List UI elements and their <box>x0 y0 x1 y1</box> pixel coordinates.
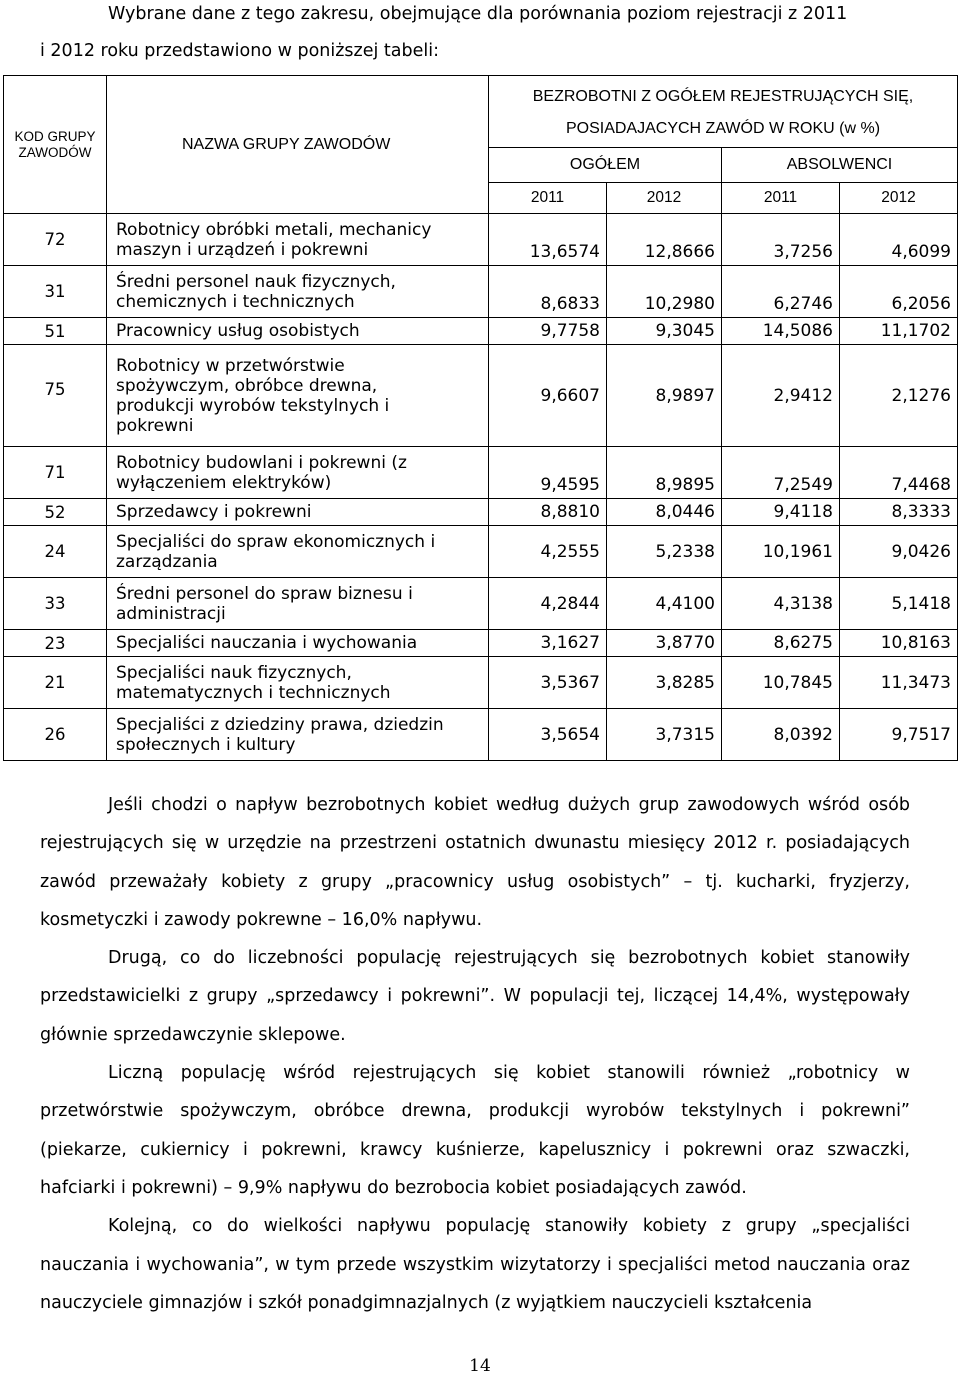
row-name: Specjaliści nauczania i wychowania <box>107 630 489 657</box>
row-value: 5,2338 <box>607 526 722 578</box>
row-name: Średni personel do spraw biznesu i administracji <box>107 578 489 630</box>
row-value: 11,3473 <box>840 657 958 709</box>
row-code: 26 <box>4 709 107 761</box>
header-year: 2012 <box>840 183 958 214</box>
row-name: Pracownicy usług osobistych <box>107 318 489 345</box>
row-name: Robotnicy obróbki metali, mechanicy maszyn i urządzeń i pokrewni <box>107 214 489 266</box>
header-year: 2011 <box>489 183 607 214</box>
row-code: 24 <box>4 526 107 578</box>
row-value: 3,8770 <box>607 630 722 657</box>
row-value: 3,5654 <box>489 709 607 761</box>
row-value: 8,6275 <box>722 630 840 657</box>
row-code: 52 <box>4 499 107 526</box>
table-row <box>4 526 958 578</box>
header-code <box>4 76 107 214</box>
paragraph: Liczną populację wśród rejestrujących się kobiet stanowili również „robotnicy w przetwórstwie spożywczym, obróbce drewna, produkcji wyrobów tekstylnych i pokrewni” (piekarze, cukiernicy i pokrewni, krawcy kuśnierze, kapelusznicy i pokrewni oraz szwaczki, hafciarki i pokrewni) – 9,9% napływu do bezrobocia kobiet posiadających zawód. <box>40 1063 910 1198</box>
header-graduates: ABSOLWENCI <box>722 148 958 183</box>
table-row <box>4 447 958 499</box>
row-value: 9,0426 <box>840 526 958 578</box>
row-name: Średni personel nauk fizycznych, chemicznych i technicznych <box>107 266 489 318</box>
header-total: OGÓŁEM <box>489 148 722 183</box>
row-value: 11,1702 <box>840 318 958 345</box>
table-row <box>4 345 958 447</box>
row-value: 14,5086 <box>722 318 840 345</box>
table-row <box>4 709 958 761</box>
row-name: Robotnicy w przetwórstwie spożywczym, obróbce drewna, produkcji wyrobów tekstylnych i pokrewni <box>107 345 489 447</box>
header-group-line-1: BEZROBOTNI Z OGÓŁEM REJESTRUJĄCYCH SIĘ, <box>532 87 914 105</box>
header-year: 2012 <box>607 183 722 214</box>
table-row <box>4 214 958 266</box>
row-code: 75 <box>4 345 107 447</box>
row-code: 33 <box>4 578 107 630</box>
row-value: 4,2555 <box>489 526 607 578</box>
row-name: Sprzedawcy i pokrewni <box>107 499 489 526</box>
row-value: 13,6574 <box>489 214 607 266</box>
row-value: 3,7315 <box>607 709 722 761</box>
row-value: 10,1961 <box>722 526 840 578</box>
table-row <box>4 630 958 657</box>
row-value: 10,2980 <box>607 266 722 318</box>
row-value: 4,3138 <box>722 578 840 630</box>
row-value: 6,2746 <box>722 266 840 318</box>
table-row <box>4 318 958 345</box>
row-value: 10,7845 <box>722 657 840 709</box>
row-name: Specjaliści do spraw ekonomicznych i zarządzania <box>107 526 489 578</box>
row-value: 8,9895 <box>607 447 722 499</box>
row-value: 9,7517 <box>840 709 958 761</box>
row-value: 3,8285 <box>607 657 722 709</box>
header-name <box>107 76 489 214</box>
row-name: Robotnicy budowlani i pokrewni (z wyłączeniem elektryków) <box>107 447 489 499</box>
row-code: 23 <box>4 630 107 657</box>
row-value: 8,0392 <box>722 709 840 761</box>
row-value: 4,6099 <box>840 214 958 266</box>
row-value: 7,2549 <box>722 447 840 499</box>
row-value: 7,4468 <box>840 447 958 499</box>
row-value: 3,5367 <box>489 657 607 709</box>
row-value: 4,4100 <box>607 578 722 630</box>
row-value: 8,6833 <box>489 266 607 318</box>
row-code: 21 <box>4 657 107 709</box>
paragraph: Drugą, co do liczebności populację rejestrujących się bezrobotnych kobiet stanowiły przedstawicielki z grupy „sprzedawcy i pokrewni”. W populacji tej, liczącej 14,4%, występowały głównie sprzedawczynie sklepowe. <box>40 948 910 1045</box>
row-value: 9,3045 <box>607 318 722 345</box>
row-value: 3,7256 <box>722 214 840 266</box>
row-name: Specjaliści z dziedziny prawa, dziedzin społecznych i kultury <box>107 709 489 761</box>
table-row <box>4 266 958 318</box>
table-row <box>4 657 958 709</box>
intro-line-2: i 2012 roku przedstawiono w poniższej tabeli: <box>40 41 440 61</box>
header-year: 2011 <box>722 183 840 214</box>
row-value: 4,2844 <box>489 578 607 630</box>
row-code: 31 <box>4 266 107 318</box>
row-value: 10,8163 <box>840 630 958 657</box>
row-value: 9,7758 <box>489 318 607 345</box>
header-group-line-2: POSIADAJACYCH ZAWÓD W ROKU (w %) <box>565 119 881 137</box>
row-value: 5,1418 <box>840 578 958 630</box>
row-value: 9,4595 <box>489 447 607 499</box>
row-code: 71 <box>4 447 107 499</box>
row-value: 2,1276 <box>840 345 958 447</box>
row-code: 51 <box>4 318 107 345</box>
unemployment-table <box>3 75 958 761</box>
header-code-label: KOD GRUPY ZAWODÓW <box>14 128 96 160</box>
row-value: 3,1627 <box>489 630 607 657</box>
row-value: 12,8666 <box>607 214 722 266</box>
paragraph: Kolejną, co do wielkości napływu populację stanowiły kobiety z grupy „specjaliści nauczania i wychowania”, w tym przede wszystkim wizytatorzy i specjaliści metod nauczania oraz nauczyciele gimnazjów i szkół ponadgimnazjalnych (z wyjątkiem nauczycieli kształcenia <box>40 1216 910 1313</box>
row-value: 8,0446 <box>607 499 722 526</box>
row-value: 8,3333 <box>840 499 958 526</box>
page-number: 14 <box>469 1356 491 1376</box>
body-text <box>40 786 910 1322</box>
header-group <box>489 76 958 148</box>
row-name: Specjaliści nauk fizycznych, matematycznych i technicznych <box>107 657 489 709</box>
row-value: 2,9412 <box>722 345 840 447</box>
row-value: 8,9897 <box>607 345 722 447</box>
row-value: 9,6607 <box>489 345 607 447</box>
header-name-label: NAZWA GRUPY ZAWODÓW <box>182 135 391 153</box>
row-value: 8,8810 <box>489 499 607 526</box>
row-code: 72 <box>4 214 107 266</box>
row-value: 6,2056 <box>840 266 958 318</box>
intro-line-1: Wybrane dane z tego zakresu, obejmujące dla porównania poziom rejestracji z 2011 <box>108 4 848 24</box>
row-value: 9,4118 <box>722 499 840 526</box>
table-row <box>4 578 958 630</box>
table-row <box>4 499 958 526</box>
paragraph: Jeśli chodzi o napływ bezrobotnych kobiet według dużych grup zawodowych wśród osób rejestrujących się w urzędzie na przestrzeni ostatnich dwunastu miesięcy 2012 r. posiadających zawód przeważały kobiety z grupy „pracownicy usług osobistych” – tj. kucharki, fryzjerzy, kosmetyczki i zawody pokrewne – 16,0% napływu. <box>40 795 910 930</box>
